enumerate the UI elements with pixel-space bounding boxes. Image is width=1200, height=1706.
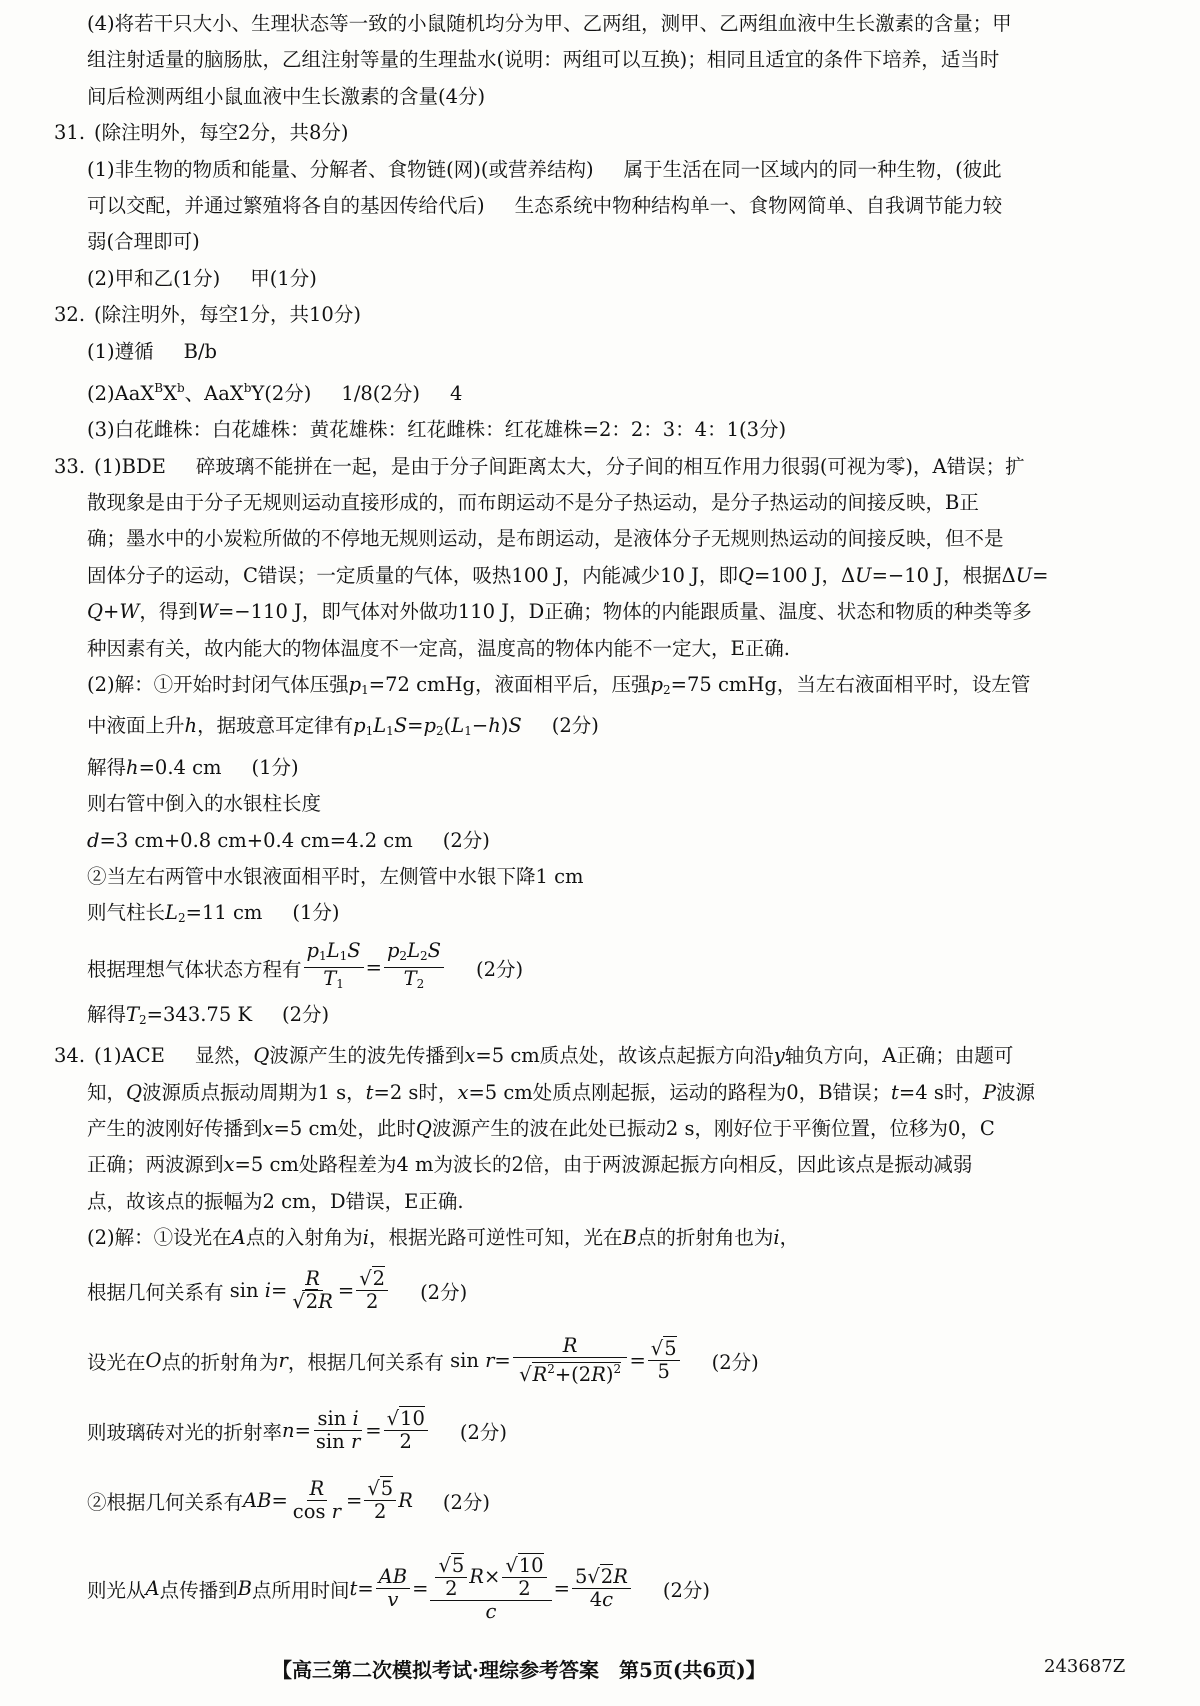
q34-part1-line4: 正确；两波源到x=5 cm处路程差为4 m为波长的2倍，由于两波源起振方向相反，因此该点是振动减弱: [87, 1153, 973, 1177]
answer-content: [54, 12, 1164, 1635]
q34-sin-r-equation: 设光在 O 点的折射角为 r ，根据几何关系有 sin r = $\frac{R}{√R^2+(2R)^2}$ = $\frac{√5}{5}$ (2分): [87, 1334, 759, 1386]
footer-code: 243687Z: [1044, 1656, 1126, 1677]
fraction: $\frac{R}{√2R}$: [292, 1267, 333, 1313]
q31-part1-line1: (1)非生物的物质和能量、分解者、食物链(网)(或营养结构) 属于生活在同一区域内的同一种生物，(彼此: [87, 157, 1002, 181]
question-number: 32.: [54, 303, 86, 327]
fraction: $\frac{√5}{2}$ R × $\frac{√10}{2}$ c: [430, 1555, 551, 1623]
fraction: $\frac{√5}{2}$: [364, 1478, 396, 1523]
fraction: $\frac{5√2R}{4c}$: [572, 1566, 631, 1611]
q31-part1-line2: 可以交配，并通过繁殖将各自的基因传给代后) 生态系统中物种结构单一、食物网简单、自我调节能力较: [87, 193, 1003, 217]
q33-part2-line2: 中液面上升h，据玻意耳定律有$p_1L_1S=p_2(L_1-h)S$ (2分): [87, 714, 599, 739]
q33-part2-line9: 解得$T_2=343.75$ K (2分): [87, 1002, 330, 1027]
fraction: $\frac{p_2L_2S}{T_2}$: [384, 940, 444, 995]
q33-part1-line6: 种因素有关，故内能大的物体温度不一定高，温度高的物体内能不一定大，E正确.: [87, 636, 790, 660]
q34-ab-equation: ②根据几何关系有 AB = $\frac{R}{\text{cos r}}$ = $\frac{√5}{2}$ R (2分): [87, 1477, 490, 1523]
fraction: $\frac{√5}{5}$: [648, 1338, 680, 1383]
fraction: $\frac{p_1L_1S}{T_1}$: [304, 940, 364, 995]
q34-time-equation: 则光从 A 点传播到 B 点所用时间 t = $\frac{AB}{v}$ = $\frac{√5}{2}$ R × $\frac{√10}{2}$ c = $\frac{5√2R}{4c}$ (2分): [87, 1553, 711, 1623]
fraction: $\frac{R}{\text{cos r}}$: [292, 1477, 341, 1523]
q33-part1-line2: 散现象是由于分子无规则运动直接形成的，而布朗运动不是分子热运动，是分子热运动的间接反映，B正: [87, 491, 979, 515]
question-number: 33.: [54, 454, 86, 478]
footer-title: 【高三第二次模拟考试·理综参考答案 第5页(共6页)】: [272, 1658, 766, 1682]
q33-part2-line6: ②当左右两管中水银液面相平时，左侧管中水银下降1 cm: [87, 864, 584, 888]
q31-header: 31. (除注明外，每空2分，共8分): [54, 121, 349, 145]
fraction: $\frac{√2}{2}$: [356, 1268, 388, 1313]
q34-part2-line1: (2)解：①设光在A点的入射角为i，根据光路可逆性可知，光在B点的折射角也为i，: [87, 1226, 800, 1250]
q33-part2-line7: 则气柱长$L_2=11$ cm (1分): [87, 901, 340, 926]
q31-part2: (2)甲和乙(1分) 甲(1分): [87, 266, 317, 290]
q30-part4-line2: 组注射适量的脑肠肽，乙组注射等量的生理盐水(说明：两组可以互换)；相同且适宜的条件下培养，适当时: [87, 48, 1000, 72]
page-footer: [0, 1654, 1200, 1686]
q31-part1-line3: 弱(合理即可): [87, 230, 200, 254]
q33-part1-line3: 确；墨水中的小炭粒所做的不停地无规则运动，是布朗运动，是液体分子无规则热运动的间接反映，但不是: [87, 527, 1004, 551]
q33-part1-line4: 固体分子的运动，C错误；一定质量的气体，吸热100 J，内能减少10 J，即Q=100 J，ΔU=−10 J，根据ΔU=: [87, 563, 1049, 587]
q33-part2-line4: 则右管中倒入的水银柱长度: [87, 792, 322, 816]
q34-sin-i-equation: 根据几何关系有 sin i = $\frac{R}{√2R}$ = $\frac{√2}{2}$ (2分): [87, 1267, 468, 1313]
q32-part2: $(2)AaX^BX^b$、AaX$^b$Y(2分) 1/8(2分) 4: [87, 380, 463, 405]
question-number: 34.: [54, 1044, 86, 1068]
q30-part4-line3: 间后检测两组小鼠血液中生长激素的含量(4分): [87, 84, 486, 108]
q34-part1-line5: 点，故该点的振幅为2 cm，D错误，E正确.: [87, 1189, 464, 1213]
q33-part2-line1: (2)解：①开始时封闭气体压强$p_1=72$ cmHg，液面相平后，压强$p_2=75$ cmHg，当左右液面相平时，设左管: [87, 673, 1031, 698]
q33-part1-line1: 33. (1)BDE 碎玻璃不能拼在一起，是由于分子间距离太大，分子间的相互作用力很弱(可视为零)，A错误；扩: [54, 454, 1025, 478]
q33-part1-line5: Q+W，得到W=−110 J，即气体对外做功110 J，D正确；物体的内能跟质量、温度、状态和物质的种类等多: [87, 600, 1032, 624]
fraction: $\frac{AB}{v}$: [376, 1566, 410, 1611]
question-number: 31.: [54, 121, 86, 145]
q33-part2-line3: 解得h=0.4 cm (1分): [87, 755, 299, 779]
q33-gas-equation: 根据理想气体状态方程有 $\frac{p_1L_1S}{T_1}$ = $\frac{p_2L_2S}{T_2}$ (2分): [86, 943, 1164, 993]
q32-part1: (1)遵循 B/b: [87, 339, 218, 363]
q33-part2-line5: d=3 cm+0.8 cm+0.4 cm=4.2 cm (2分): [87, 828, 490, 852]
q34-part1-line3: 产生的波刚好传播到x=5 cm处，此时Q波源产生的波在此处已振动2 s，刚好位于平衡位置，位移为0，C: [87, 1116, 995, 1140]
fraction: $\frac{√10}{2}$: [384, 1408, 428, 1453]
q34-part1-line1: 34. (1)ACE 显然，Q波源产生的波先传播到x=5 cm质点处，故该点起振方向沿y轴负方向，A正确；由题可: [54, 1044, 1014, 1068]
q30-part4-line1: (4)将若干只大小、生理状态等一致的小鼠随机均分为甲、乙两组，测甲、乙两组血液中生长激素的含量；甲: [87, 12, 1012, 35]
q34-refractive-index-equation: 则玻璃砖对光的折射率 n = $\frac{\text{sin i}}{\text{sin r}}$ = $\frac{√10}{2}$ (2分): [87, 1407, 507, 1453]
q32-header: 32. (除注明外，每空1分，共10分): [54, 303, 361, 327]
fraction: $\frac{R}{√R^2+(2R)^2}$: [513, 1335, 628, 1386]
q32-part3: (3)白花雌株：白花雄株：黄花雄株：红花雌株：红花雄株=2：2：3：4：1(3分): [87, 418, 787, 442]
fraction: $\frac{\text{sin i}}{\text{sin r}}$: [315, 1407, 361, 1453]
q34-part1-line2: 知，Q波源质点振动周期为1 s，t=2 s时，x=5 cm处质点刚起振，运动的路程为0，B错误；t=4 s时，P波源: [87, 1080, 1035, 1104]
